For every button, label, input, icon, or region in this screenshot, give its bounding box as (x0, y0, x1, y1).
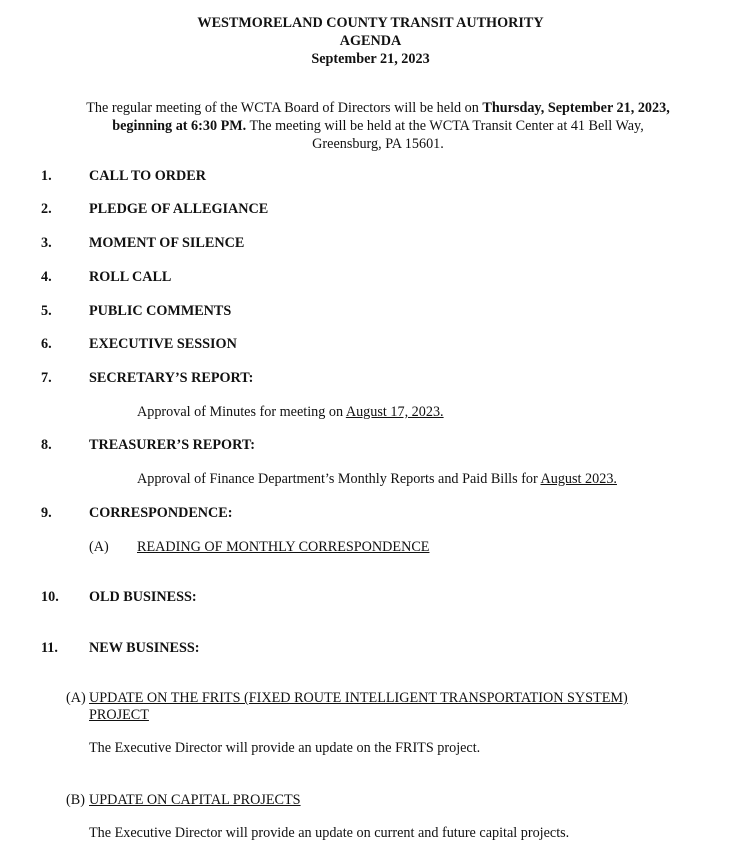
new-business-title-line2[interactable]: PROJECT (89, 707, 149, 723)
treasurer-report-detail (137, 471, 617, 488)
item-title: PUBLIC COMMENTS (89, 303, 232, 319)
new-business-letter: (A) (66, 690, 86, 706)
correspondence-letter: (A) (89, 539, 109, 555)
item-number: 4. (41, 269, 52, 285)
meeting-date: September 21, 2023 (311, 51, 430, 67)
treasurer-date-link[interactable]: August 2023. (540, 471, 617, 487)
intro-paragraph (78, 99, 678, 153)
secretary-date-link[interactable]: August 17, 2023. (345, 404, 444, 420)
item-number: 5. (41, 303, 52, 319)
item-number: 7. (41, 370, 52, 386)
item-title: ROLL CALL (89, 269, 172, 285)
item-number: 11. (41, 640, 58, 656)
item-number: 8. (41, 437, 52, 453)
new-business-letter: (B) (66, 792, 85, 808)
treasurer-text: Approval of Finance Department’s Monthly Reports and Paid Bills for (137, 471, 541, 487)
correspondence-title[interactable]: READING OF MONTHLY CORRESPONDENCE (137, 539, 430, 555)
intro-text-1: The regular meeting of the WCTA Board of Directors will be held on (86, 100, 483, 116)
new-business-description: The Executive Director will provide an update on the FRITS project. (89, 740, 481, 756)
item-title: CALL TO ORDER (89, 168, 206, 184)
item-title: SECRETARY’S REPORT: (89, 370, 254, 386)
new-business-description: The Executive Director will provide an update on current and future capital projects. (89, 825, 570, 841)
secretary-text: Approval of Minutes for meeting on (137, 404, 346, 420)
item-title: CORRESPONDENCE: (89, 505, 233, 521)
item-number: 10. (41, 589, 59, 605)
item-title: TREASURER’S REPORT: (89, 437, 255, 453)
item-title: OLD BUSINESS: (89, 589, 197, 605)
item-title: EXECUTIVE SESSION (89, 336, 237, 352)
document-type: AGENDA (339, 33, 402, 49)
item-title: PLEDGE OF ALLEGIANCE (89, 201, 269, 217)
intro-text-2: The meeting will be held at the WCTA Transit Center at 41 Bell Way, Greensburg, PA 15601. (246, 118, 644, 152)
new-business-title-line1[interactable]: UPDATE ON CAPITAL PROJECTS (89, 792, 301, 808)
item-title: NEW BUSINESS: (89, 640, 200, 656)
item-number: 6. (41, 336, 52, 352)
item-number: 3. (41, 235, 52, 251)
item-number: 2. (41, 201, 52, 217)
item-number: 1. (41, 168, 52, 184)
intro-meeting-time: Thursday, September 21, 2023, beginning at 6:30 PM. (112, 100, 670, 134)
item-number: 9. (41, 505, 52, 521)
secretary-report-detail (137, 404, 444, 421)
organization-name: WESTMORELAND COUNTY TRANSIT AUTHORITY (197, 15, 544, 31)
item-title: MOMENT OF SILENCE (89, 235, 245, 251)
new-business-title-line1[interactable]: UPDATE ON THE FRITS (FIXED ROUTE INTELLIGENT TRANSPORTATION SYSTEM) (89, 690, 628, 706)
document-header (0, 14, 741, 68)
